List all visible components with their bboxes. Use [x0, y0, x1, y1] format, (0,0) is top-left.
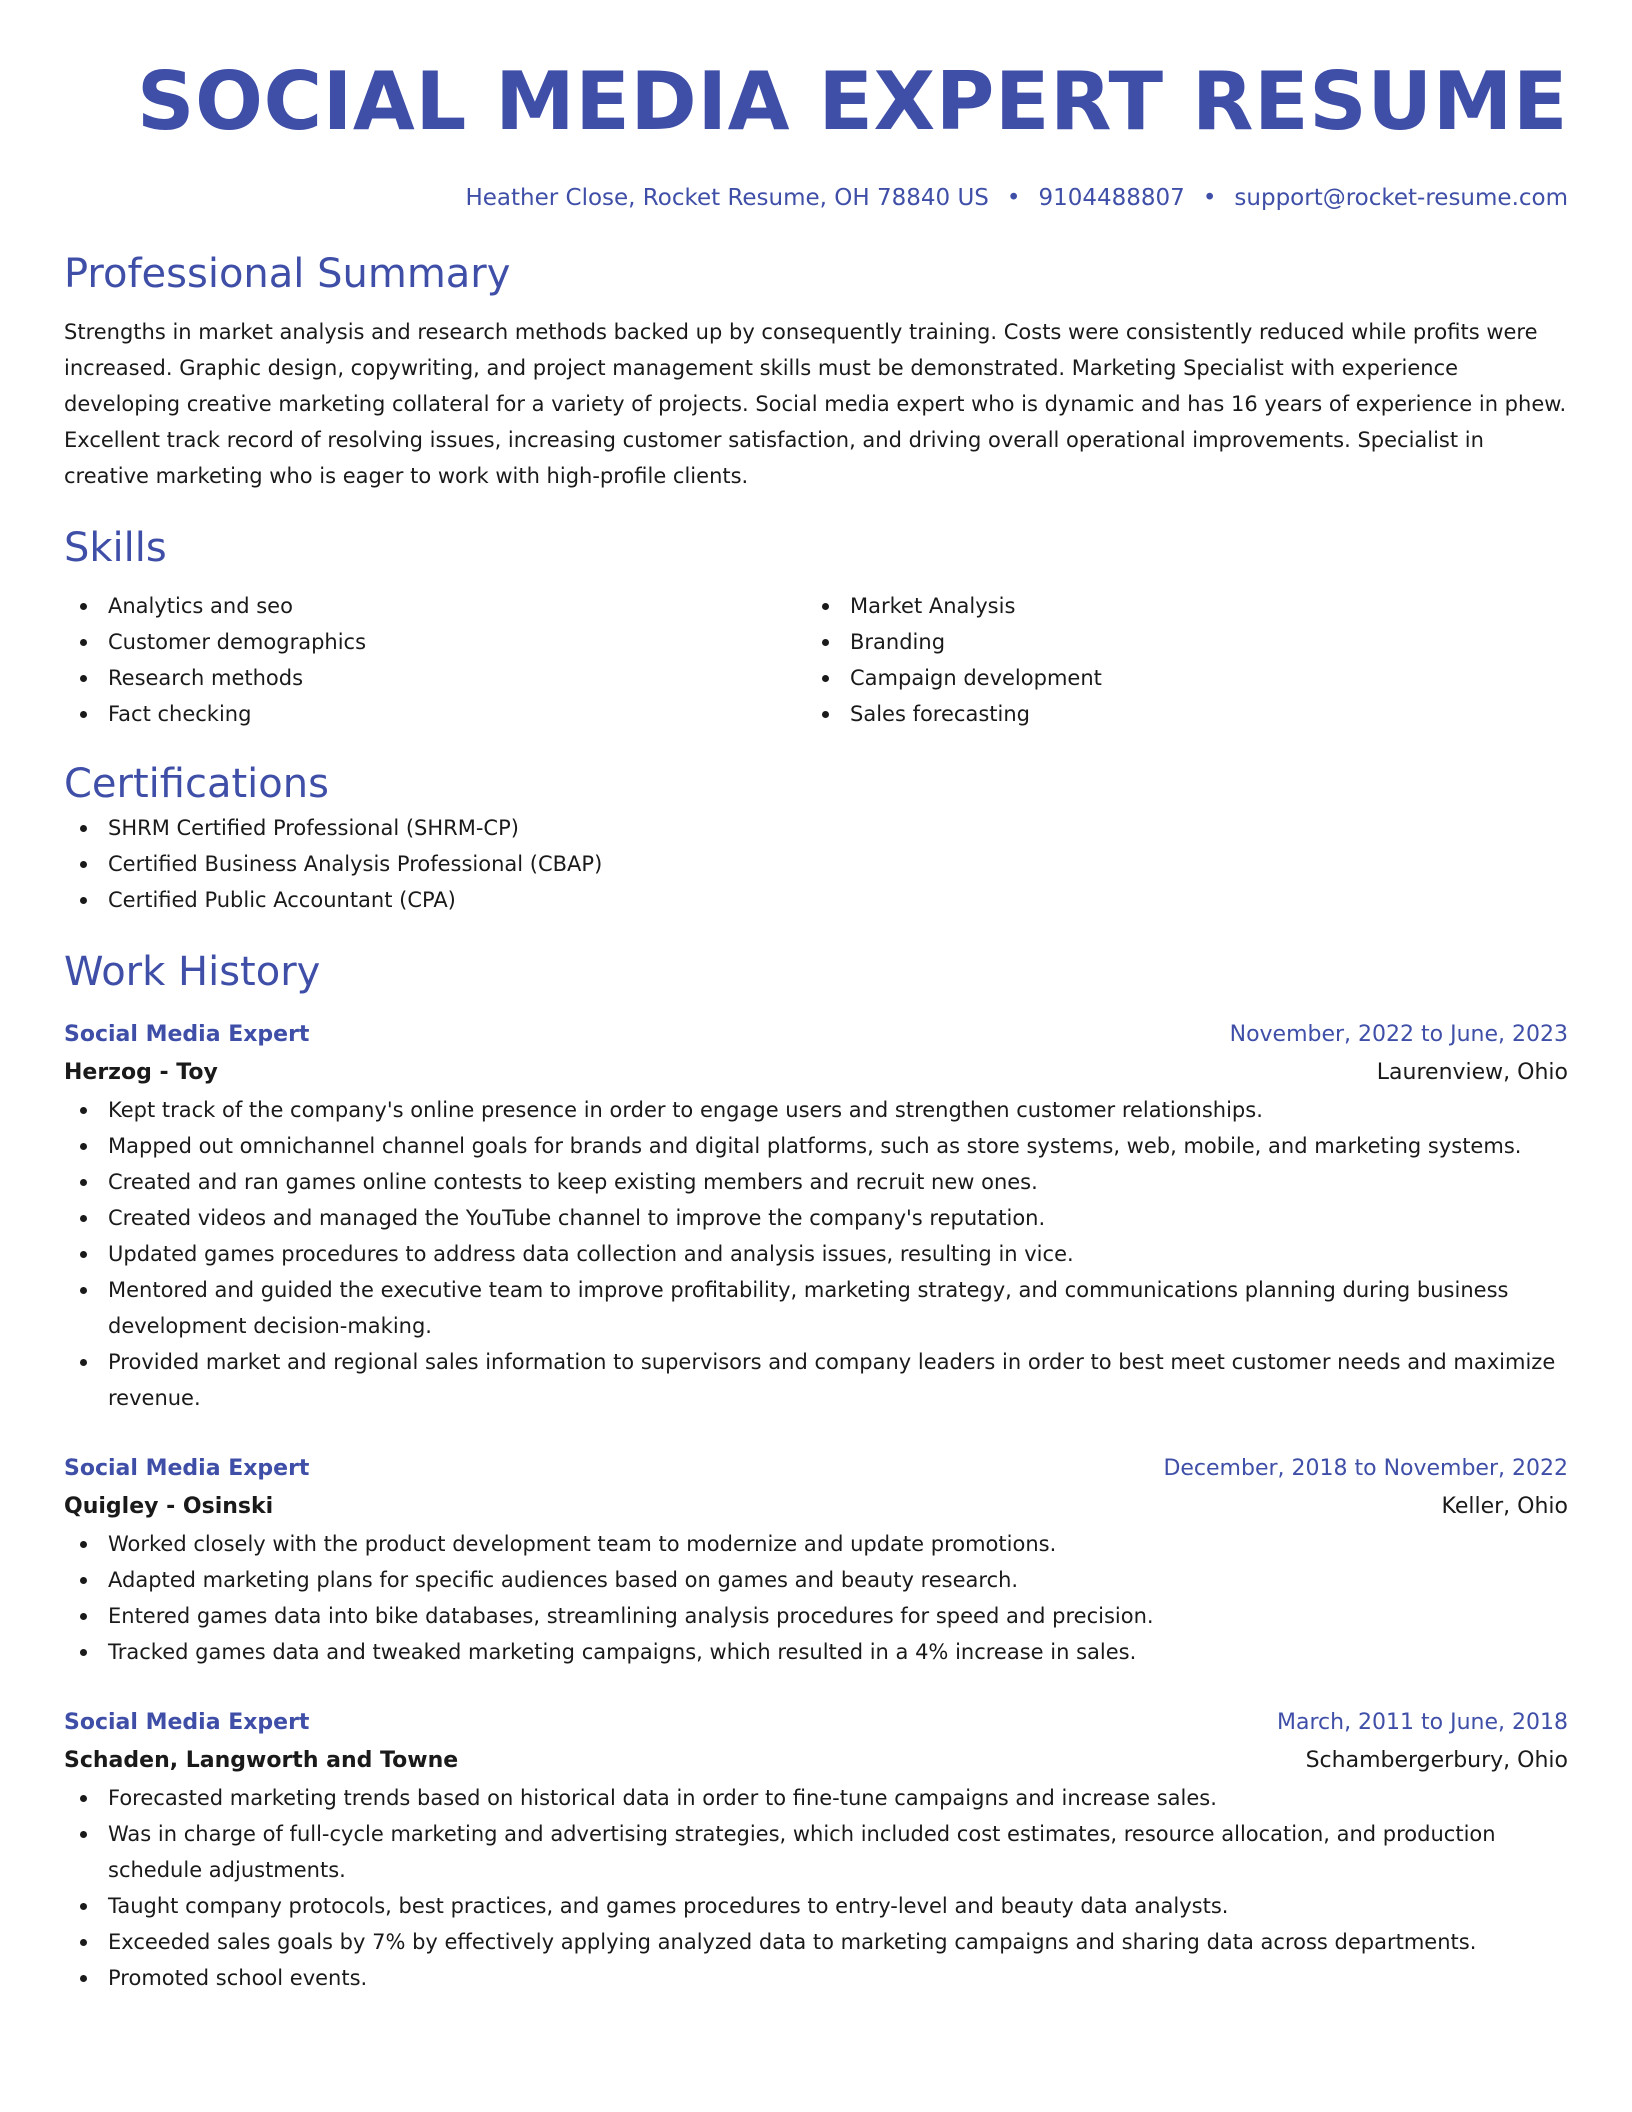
job-bullet: Created and ran games online contests to keep existing members and recruit new ones.: [64, 1164, 1568, 1200]
job-header-row: [64, 1450, 1568, 1488]
skill-item: Sales forecasting: [806, 696, 1548, 732]
job-entry: [64, 1450, 1568, 1670]
job-bullet: Provided market and regional sales information to supervisors and company leaders in order to best meet customer needs and maximize revenue.: [64, 1344, 1568, 1416]
job-bullet: Promoted school events.: [64, 1960, 1568, 1996]
summary-heading: Professional Summary: [64, 251, 511, 297]
job-bullet: Taught company protocols, best practices, and games procedures to entry-level and beauty data analysts.: [64, 1888, 1568, 1924]
skills-section: [64, 522, 1568, 732]
job-bullet: Entered games data into bike databases, streamlining analysis procedures for speed and precision.: [64, 1598, 1568, 1634]
job-bullet: Mapped out omnichannel channel goals for brands and digital platforms, such as store systems, web, mobile, and marketing systems.: [64, 1128, 1568, 1164]
contact-phone: 9104488807: [1038, 185, 1185, 211]
certifications-heading: Certifications: [64, 761, 329, 807]
certification-item: Certified Business Analysis Professional (CBAP): [64, 846, 1568, 882]
skill-item: Analytics and seo: [64, 588, 806, 624]
job-bullet: Mentored and guided the executive team to improve profitability, marketing strategy, and communications planning during business development decision-making.: [64, 1272, 1568, 1344]
job-entry: [64, 1704, 1568, 1996]
skill-item: Market Analysis: [806, 588, 1548, 624]
job-dates: December, 2018 to November, 2022: [1163, 1456, 1568, 1481]
skills-right-column: [806, 588, 1548, 732]
job-bullet: Adapted marketing plans for specific audiences based on games and beauty research.: [64, 1562, 1568, 1598]
contact-separator: •: [1202, 185, 1217, 211]
job-entry: [64, 1016, 1568, 1416]
job-bullet: Exceeded sales goals by 7% by effectively applying analyzed data to marketing campaigns and sharing data across departments.: [64, 1924, 1568, 1960]
job-bullets: [64, 1092, 1568, 1416]
contact-email: support@rocket-resume.com: [1234, 185, 1568, 211]
certification-item: SHRM Certified Professional (SHRM-CP): [64, 810, 1568, 846]
skill-item: Campaign development: [806, 660, 1548, 696]
skills-left-column: [64, 588, 806, 732]
certification-item: Certified Public Accountant (CPA): [64, 882, 1568, 918]
job-header-row: [64, 1704, 1568, 1742]
skill-item: Branding: [806, 624, 1548, 660]
skill-item: Research methods: [64, 660, 806, 696]
skills-grid: [64, 588, 1568, 732]
skills-heading: Skills: [64, 525, 167, 571]
job-dates: November, 2022 to June, 2023: [1229, 1022, 1568, 1047]
work-history-section: [64, 946, 1568, 1996]
skill-item: Fact checking: [64, 696, 806, 732]
job-company: Schaden, Langworth and Towne: [64, 1748, 459, 1773]
job-company: Herzog - Toy: [64, 1060, 218, 1085]
contact-address: Heather Close, Rocket Resume, OH 78840 US: [465, 185, 989, 211]
job-header-row: [64, 1016, 1568, 1054]
job-company: Quigley - Osinski: [64, 1494, 274, 1519]
job-bullet: Updated games procedures to address data collection and analysis issues, resulting in vice.: [64, 1236, 1568, 1272]
contact-line: [64, 182, 1568, 214]
skill-item: Customer demographics: [64, 624, 806, 660]
summary-section: [64, 248, 1568, 494]
job-location: Laurenview, Ohio: [1376, 1060, 1568, 1085]
job-bullets: [64, 1526, 1568, 1670]
job-title: Social Media Expert: [64, 1456, 310, 1481]
certifications-list: [64, 810, 1568, 918]
certifications-section: [64, 758, 1568, 918]
job-bullet: Forecasted marketing trends based on historical data in order to fine-tune campaigns and increase sales.: [64, 1780, 1568, 1816]
job-title: Social Media Expert: [64, 1710, 310, 1735]
job-bullet: Worked closely with the product development team to modernize and update promotions.: [64, 1526, 1568, 1562]
job-bullet: Created videos and managed the YouTube channel to improve the company's reputation.: [64, 1200, 1568, 1236]
job-location: Schambergerbury, Ohio: [1305, 1748, 1568, 1773]
job-bullet: Kept track of the company's online presence in order to engage users and strengthen customer relationships.: [64, 1092, 1568, 1128]
job-title: Social Media Expert: [64, 1022, 310, 1047]
summary-text: Strengths in market analysis and research methods backed up by consequently training. Costs were consistently reduced while profits were increased. Graphic design, copywriting, and project management skills must be demonstrated. Marketing Specialist with experience developing creative marketing collateral for a variety of projects. Social media expert who is dynamic and has 16 years of experience in phew. Excellent track record of resolving issues, increasing customer satisfaction, and driving overall operational improvements. Specialist in creative marketing who is eager to work with high-profile clients.: [64, 320, 1567, 488]
job-bullet: Tracked games data and tweaked marketing campaigns, which resulted in a 4% increase in sales.: [64, 1634, 1568, 1670]
resume-title: SOCIAL MEDIA EXPERT RESUME: [136, 55, 1568, 148]
job-bullet: Was in charge of full-cycle marketing and advertising strategies, which included cost estimates, resource allocation, and production schedule adjustments.: [64, 1816, 1568, 1888]
work-history-heading: Work History: [64, 949, 321, 995]
job-location: Keller, Ohio: [1441, 1494, 1568, 1519]
job-company-row: [64, 1054, 1568, 1092]
contact-separator: •: [1006, 185, 1021, 211]
job-bullets: [64, 1780, 1568, 1996]
job-company-row: [64, 1488, 1568, 1526]
job-dates: March, 2011 to June, 2018: [1277, 1710, 1568, 1735]
job-company-row: [64, 1742, 1568, 1780]
